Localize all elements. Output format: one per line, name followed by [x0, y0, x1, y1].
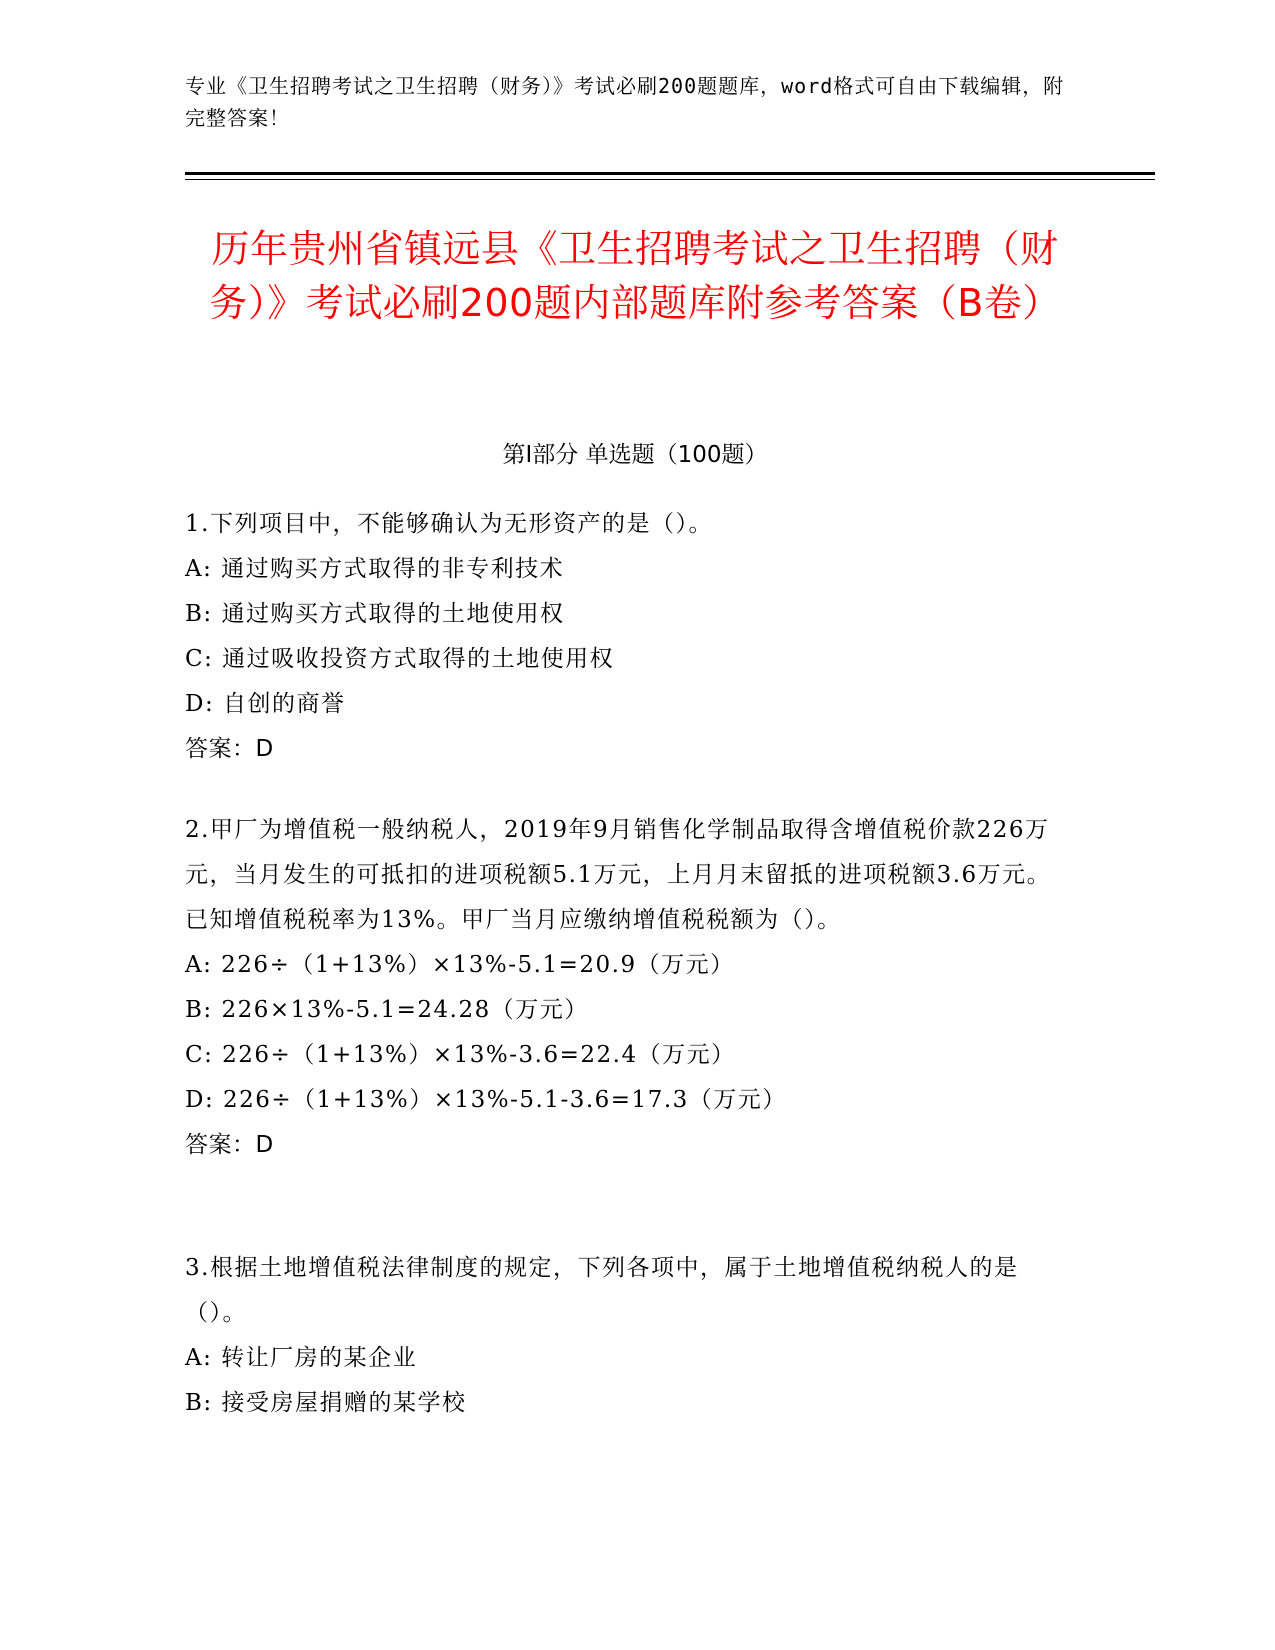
option-c: C: 通过吸收投资方式取得的土地使用权: [185, 646, 615, 672]
header-divider-thin: [185, 179, 1155, 180]
option-d: D: 226÷（1+13%）×13%-5.1-3.6=17.3（万元）: [185, 1087, 787, 1113]
option-d: D: 自创的商誉: [185, 691, 346, 717]
option-a: A: 转让厂房的某企业: [185, 1345, 418, 1371]
header-note: 专业《卫生招聘考试之卫生招聘（财务）》考试必刷200题题库，word格式可自由下载编辑，附完整答案！: [185, 74, 1065, 130]
header-divider: [185, 172, 1155, 175]
question-stem: 3.根据土地增值税法律制度的规定，下列各项中，属于土地增值税纳税人的是（）。: [185, 1255, 1019, 1326]
question-stem: 2.甲厂为增值税一般纳税人，2019年9月销售化学制品取得含增值税价款226万元，当月发生的可抵扣的进项税额5.1万元，上月月末留抵的进项税额3.6万元。已知增值税税率为13%。甲厂当月应缴纳增值税税额为（）。: [185, 817, 1052, 933]
document-title: 历年贵州省镇远县《卫生招聘考试之卫生招聘（财务）》考试必刷200题内部题库附参考答案（B卷）: [209, 227, 1061, 325]
answer-line: 答案：D: [185, 1132, 274, 1158]
option-c: C: 226÷（1+13%）×13%-3.6=22.4（万元）: [185, 1042, 736, 1068]
option-b: B: 通过购买方式取得的土地使用权: [185, 601, 565, 627]
option-b: B: 226×13%-5.1=24.28（万元）: [185, 997, 589, 1023]
question-block-2: [185, 808, 1065, 1168]
option-a: A: 226÷（1+13%）×13%-5.1=20.9（万元）: [185, 952, 735, 978]
section-heading: 第I部分 单选题（100题）: [502, 442, 768, 468]
question-block-3: [185, 1246, 1065, 1426]
option-a: A: 通过购买方式取得的非专利技术: [185, 556, 565, 582]
question-block-1: [185, 502, 1065, 772]
question-stem: 1.下列项目中，不能够确认为无形资产的是（）。: [185, 511, 713, 537]
option-b: B: 接受房屋捐赠的某学校: [185, 1390, 467, 1416]
answer-line: 答案：D: [185, 736, 274, 762]
